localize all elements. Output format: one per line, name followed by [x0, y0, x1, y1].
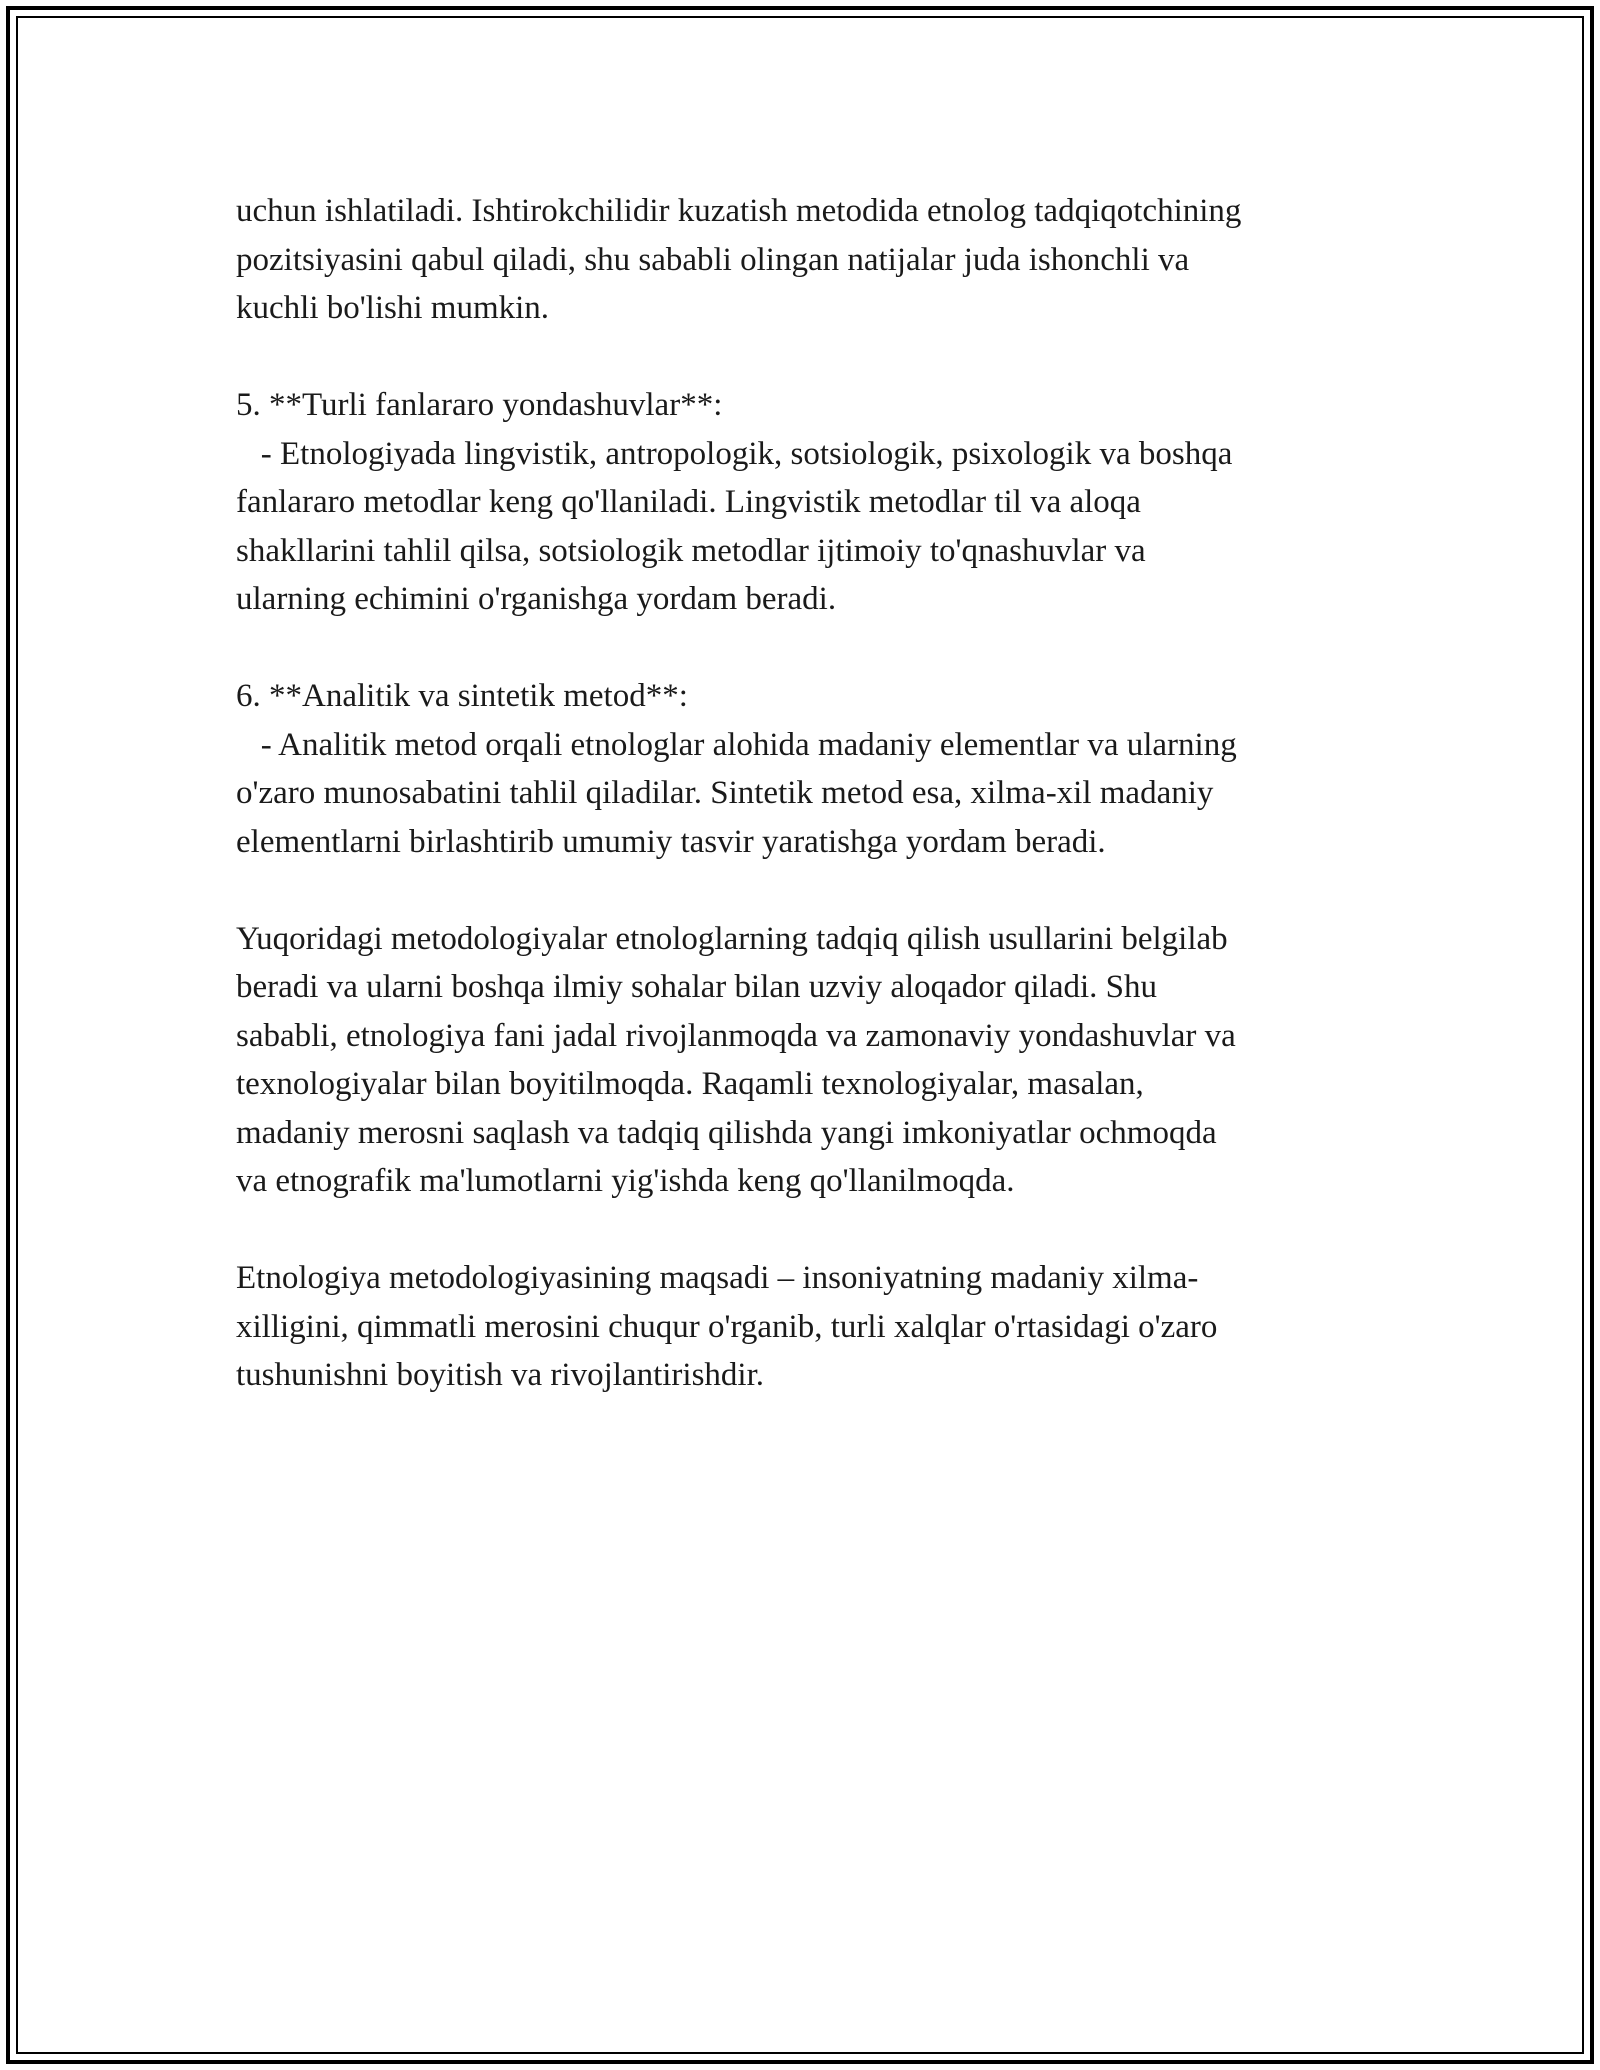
text-line: ularning echimini o'rganishga yordam beradi. — [236, 581, 837, 617]
text-line: texnologiyalar bilan boyitilmoqda. Raqamli texnologiyalar, masalan, — [236, 1066, 1144, 1102]
text-line: Etnologiya metodologiyasining maqsadi – insoniyatning madaniy xilma- — [236, 1260, 1199, 1296]
text-line: madaniy merosni saqlash va tadqiq qilishda yangi imkoniyatlar ochmoqda — [236, 1114, 1217, 1151]
text-line: Yuqoridagi metodologiyalar etnologlarning tadqiq qilish usullarini belgilab — [236, 920, 1228, 957]
paragraph-conclusion — [236, 1254, 1376, 1400]
paragraph-methodologies-summary — [236, 915, 1376, 1206]
paragraph-observation-continued — [236, 187, 1376, 333]
text-line: sababli, etnologiya fani jadal rivojlanmoqda va zamonaviy yondashuvlar va — [236, 1017, 1236, 1054]
paragraph-analytic-synthetic-method — [236, 672, 1376, 866]
text-line: xilligini, qimmatli merosini chuqur o'rganib, turli xalqlar o'rtasidagi o'zaro — [236, 1308, 1218, 1345]
text-line: shakllarini tahlil qilsa, sotsiologik metodlar ijtimoiy to'qnashuvlar va — [236, 532, 1146, 569]
text-line: pozitsiyasini qabul qiladi, shu sababli olingan natijalar juda ishonchli va — [236, 241, 1190, 278]
text-line: tushunishni boyitish va rivojlantirishdir. — [236, 1357, 764, 1393]
document-body — [236, 187, 1376, 1448]
text-line: o'zaro munosabatini tahlil qiladilar. Sintetik metod esa, xilma-xil madaniy — [236, 775, 1214, 811]
text-line: elementlarni birlashtirib umumiy tasvir yaratishga yordam beradi. — [236, 823, 1106, 860]
text-line: beradi va ularni boshqa ilmiy sohalar bilan uzviy aloqador qiladi. Shu — [236, 969, 1158, 1005]
text-line: va etnografik ma'lumotlarni yig'ishda keng qo'llanilmoqda. — [236, 1163, 1015, 1199]
paragraph-interdisciplinary-approaches — [236, 381, 1376, 624]
section-heading: 6. **Analitik va sintetik metod**: — [236, 678, 688, 714]
text-line: fanlararo metodlar keng qo'llaniladi. Lingvistik metodlar til va aloqa — [236, 484, 1141, 520]
text-line: kuchli bo'lishi mumkin. — [236, 290, 550, 326]
section-heading: 5. **Turli fanlararo yondashuvlar**: — [236, 387, 723, 423]
text-line: - Etnologiyada lingvistik, antropologik, sotsiologik, psixologik va boshqa — [236, 435, 1233, 472]
text-line: - Analitik metod orqali etnologlar alohida madaniy elementlar va ularning — [236, 726, 1237, 763]
text-line: uchun ishlatiladi. Ishtirokchilidir kuzatish metodida etnolog tadqiqotchining — [236, 193, 1242, 229]
